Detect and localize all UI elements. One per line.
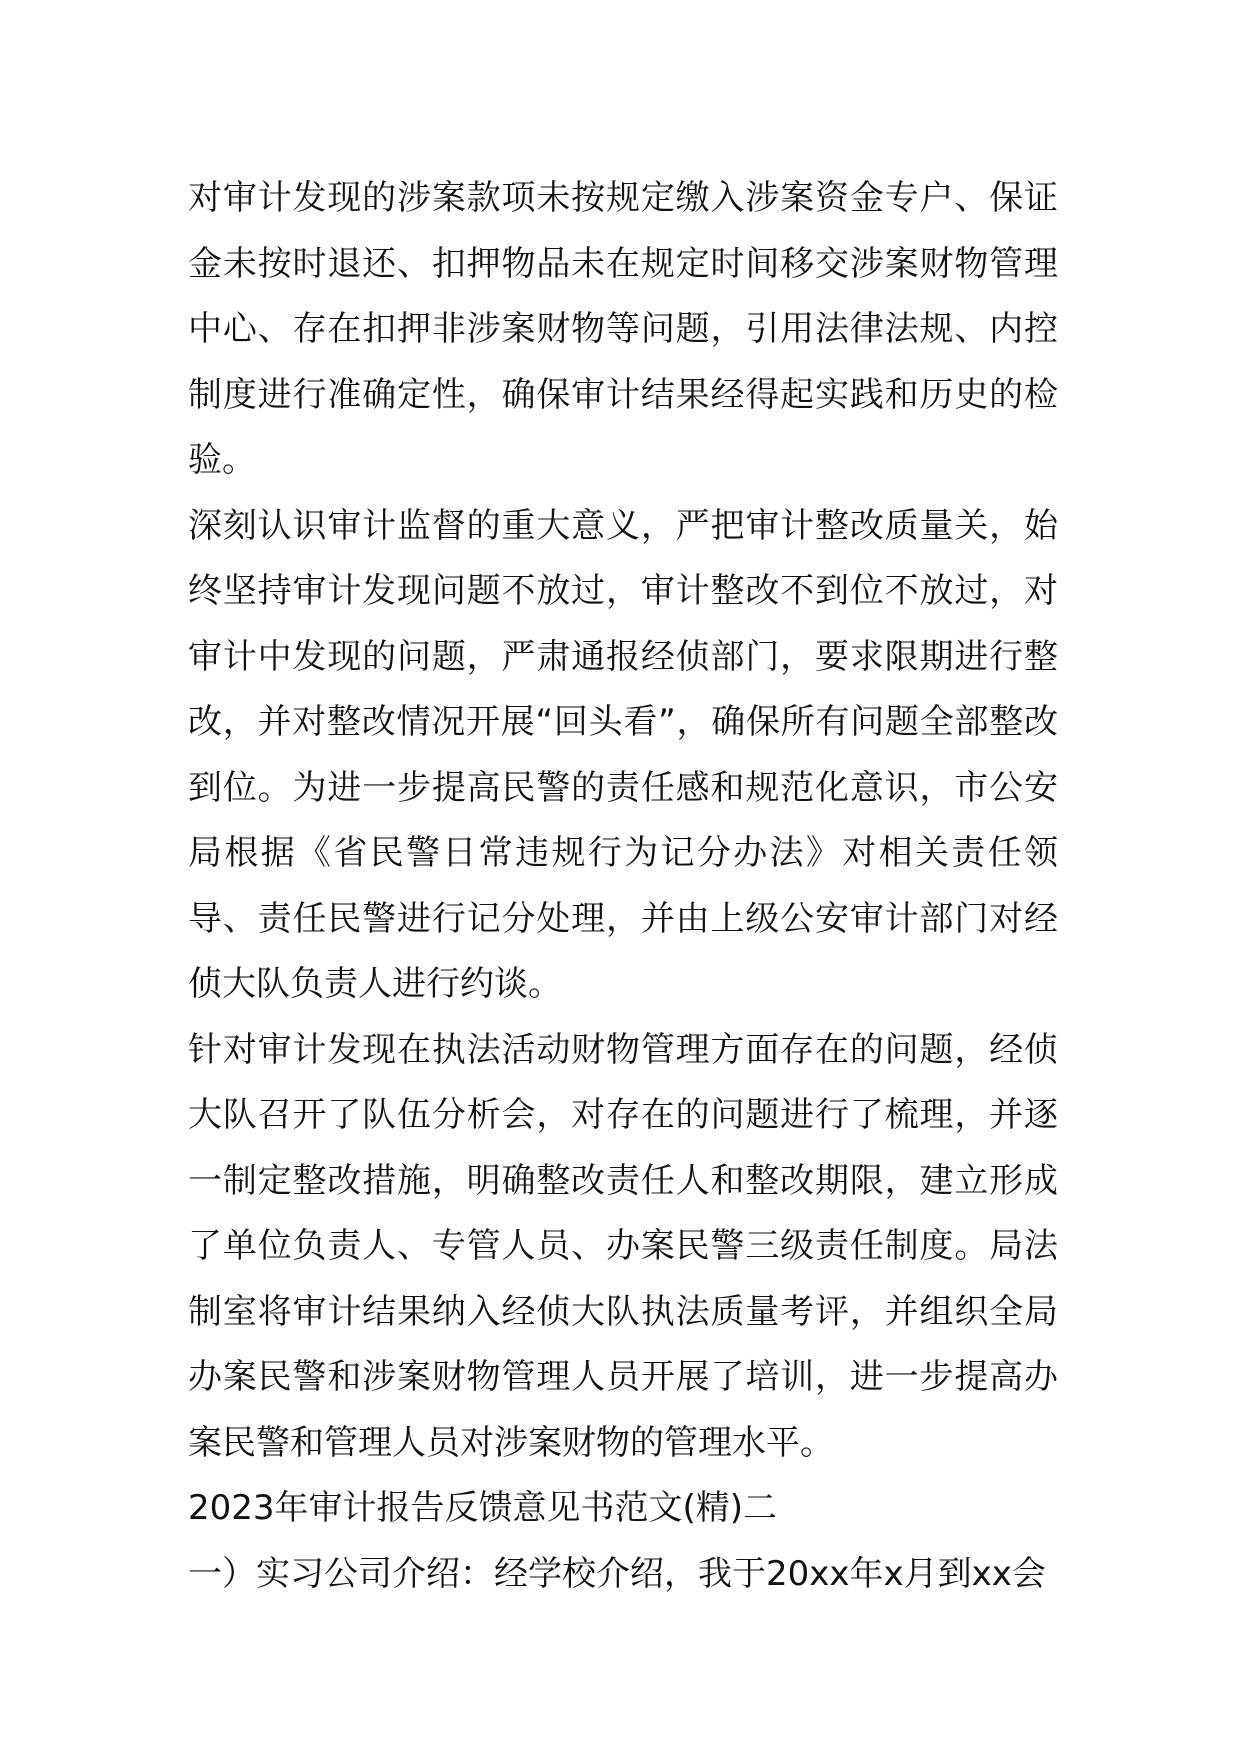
paragraph-audit-findings: 对审计发现的涉案款项未按规定缴入涉案资金专户、保证金未按时退还、扣押物品未在规定时间移交涉案财物管理中心、存在扣押非涉案财物等问题，引用法律法规、内控制度进行准确定性，确保审计结果经得起实践和历史的检验。 [188, 178, 1058, 480]
paragraph-rectification: 深刻认识审计监督的重大意义，严把审计整改质量关，始终坚持审计发现问题不放过，审计整改不到位不放过，对审计中发现的问题，严肃通报经侦部门，要求限期进行整改，并对整改情况开展“回头看”，确保所有问题全部整改到位。为进一步提高民警的责任感和规范化意识，市公安局根据《省民警日常违规行为记分办法》对相关责任领导、责任民警进行记分处理，并由上级公安审计部门对经侦大队负责人进行约谈。 [188, 505, 1058, 1004]
document-body [188, 166, 1058, 1607]
section-heading: 2023年审计报告反馈意见书范文(精)二 [188, 1488, 778, 1528]
paragraph-internship-intro: 一）实习公司介绍：经学校介绍，我于20xx年x月到xx会 [188, 1553, 1046, 1594]
paragraph-management-issues: 针对审计发现在执法活动财物管理方面存在的问题，经侦大队召开了队伍分析会，对存在的问题进行了梳理，并逐一制定整改措施，明确整改责任人和整改期限，建立形成了单位负责人、专管人员、办案民警三级责任制度。局法制室将审计结果纳入经侦大队执法质量考评，并组织全局办案民警和涉案财物管理人员开展了培训，进一步提高办案民警和管理人员对涉案财物的管理水平。 [188, 1029, 1058, 1463]
